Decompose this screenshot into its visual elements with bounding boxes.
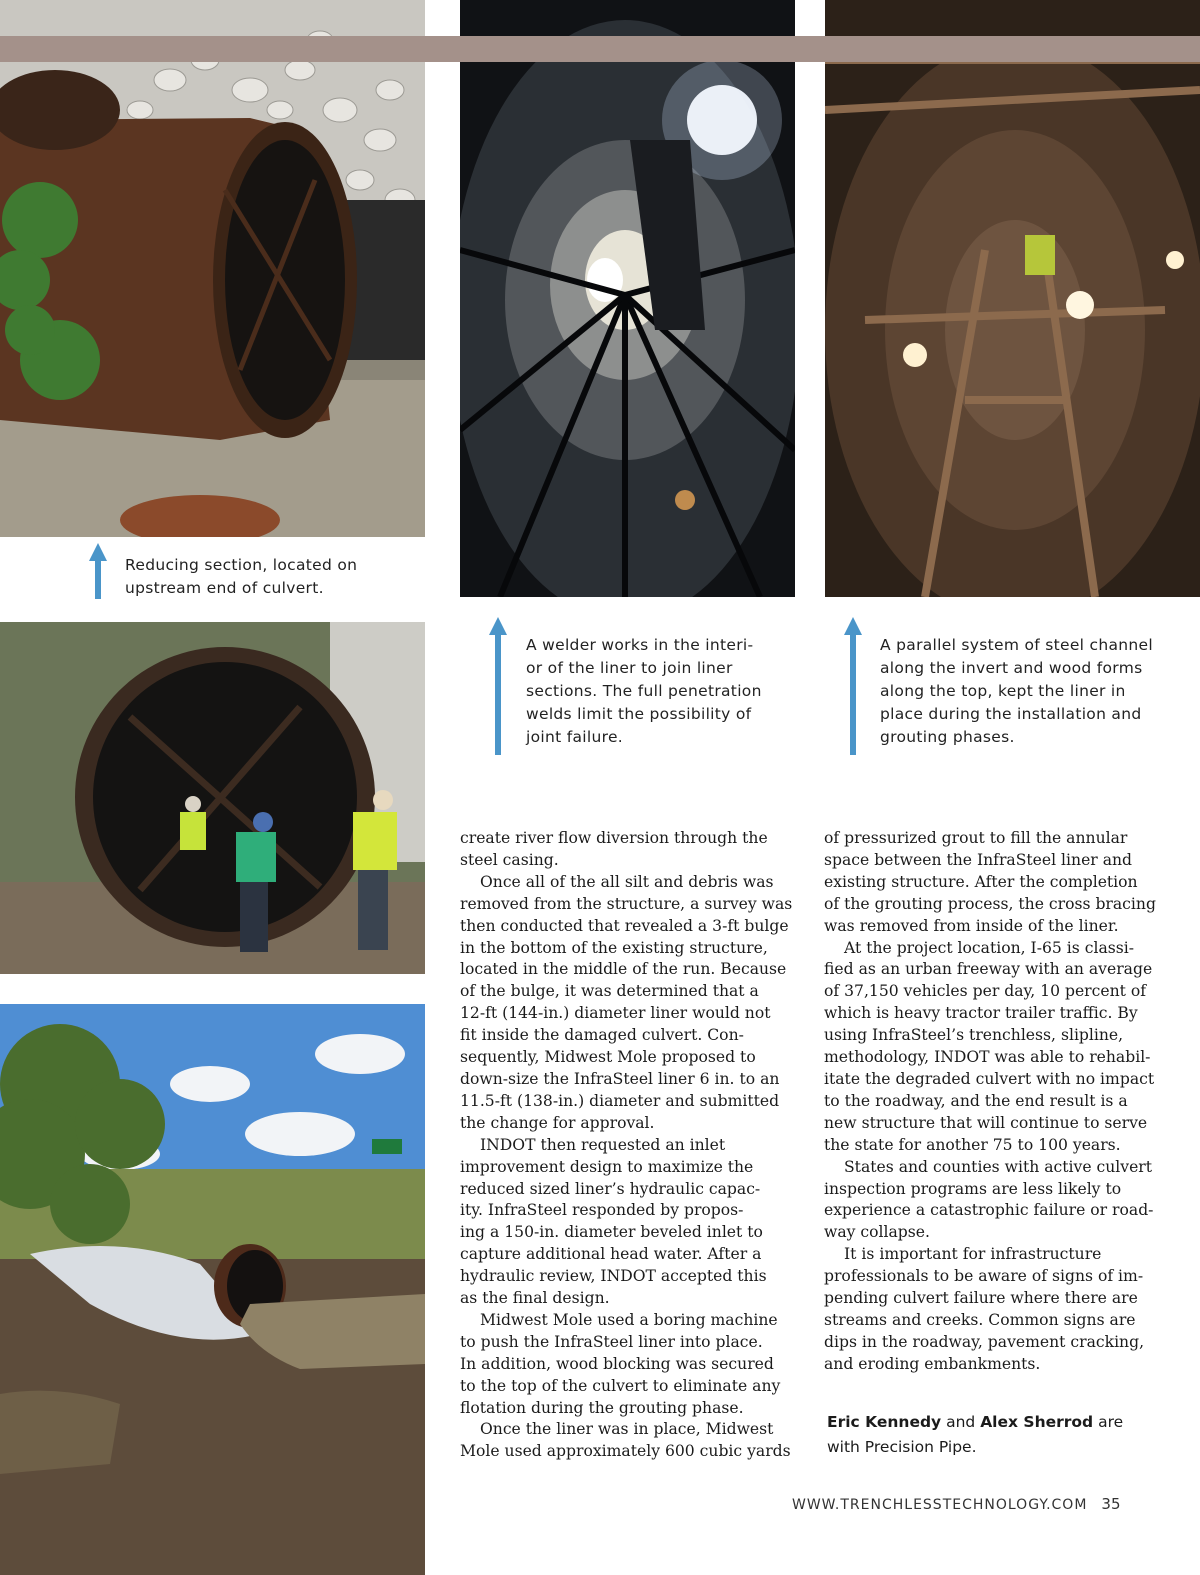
caption-line: along the top, kept the liner in bbox=[880, 682, 1126, 700]
caption-line: place during the installation and bbox=[880, 705, 1142, 723]
body-line: ity. InfraSteel responded by propos- bbox=[460, 1201, 744, 1220]
body-line: existing structure. After the completion bbox=[824, 872, 1138, 891]
caption-line: A welder works in the interi- bbox=[526, 636, 754, 654]
body-line: was removed from inside of the liner. bbox=[824, 916, 1119, 935]
body-line: as the final design. bbox=[460, 1289, 610, 1308]
article-column-center bbox=[460, 828, 800, 1463]
body-line: In addition, wood blocking was secured bbox=[460, 1354, 774, 1373]
body-line: the change for approval. bbox=[460, 1113, 655, 1132]
body-line: professionals to be aware of signs of im- bbox=[824, 1267, 1144, 1286]
body-line: experience a catastrophic failure or road- bbox=[824, 1201, 1154, 1220]
body-line: to the roadway, and the end result is a bbox=[824, 1091, 1128, 1110]
caption-arrow-parallel bbox=[843, 617, 863, 755]
body-line: steel casing. bbox=[460, 850, 559, 869]
body-line: methodology, INDOT was able to rehabil- bbox=[824, 1048, 1151, 1067]
body-line: flotation during the grouting phase. bbox=[460, 1398, 744, 1417]
photo-crew-in-casing bbox=[0, 622, 425, 974]
body-line: ing a 150-in. diameter beveled inlet to bbox=[460, 1223, 763, 1242]
body-line: removed from the structure, a survey was bbox=[460, 894, 793, 913]
body-line: reduced sized liner’s hydraulic capac- bbox=[460, 1179, 761, 1198]
page-number: 35 bbox=[1101, 1495, 1121, 1513]
caption-line: sections. The full penetration bbox=[526, 682, 762, 700]
body-line: pending culvert failure where there are bbox=[824, 1289, 1138, 1308]
up-arrow-icon bbox=[89, 543, 107, 599]
decorative-band bbox=[0, 36, 1200, 62]
caption-line: welds limit the possibility of bbox=[526, 705, 752, 723]
caption-line: along the invert and wood forms bbox=[880, 659, 1143, 677]
byline-line-2: with Precision Pipe. bbox=[827, 1438, 977, 1456]
author-name: Eric Kennedy bbox=[827, 1413, 942, 1431]
body-line: hydraulic review, INDOT accepted this bbox=[460, 1267, 767, 1286]
body-line: States and counties with active culvert bbox=[844, 1157, 1153, 1176]
body-line: 12-ft (144-in.) diameter liner would not bbox=[460, 1004, 771, 1023]
body-line: dips in the roadway, pavement cracking, bbox=[824, 1332, 1145, 1351]
body-line: then conducted that revealed a 3-ft bulge bbox=[460, 916, 789, 935]
body-line: to push the InfraSteel liner into place. bbox=[460, 1332, 763, 1351]
body-line: in the bottom of the existing structure, bbox=[460, 938, 768, 957]
body-line: the state for another 75 to 100 years. bbox=[824, 1135, 1121, 1154]
caption-parallel-system bbox=[880, 634, 1180, 749]
caption-line: upstream end of culvert. bbox=[125, 579, 324, 597]
body-line: using InfraSteel’s trenchless, slipline, bbox=[824, 1026, 1124, 1045]
caption-line: A parallel system of steel channel bbox=[880, 636, 1153, 654]
body-line: INDOT then requested an inlet bbox=[480, 1135, 726, 1154]
caption-arrow-reducing bbox=[88, 543, 108, 599]
body-line: and eroding embankments. bbox=[824, 1354, 1041, 1373]
article-column-right bbox=[824, 828, 1174, 1376]
body-line: Once the liner was in place, Midwest bbox=[480, 1420, 774, 1439]
body-line: space between the InfraSteel liner and bbox=[824, 850, 1133, 869]
body-line: of pressurized grout to fill the annular bbox=[824, 829, 1128, 847]
caption-arrow-welder bbox=[488, 617, 508, 755]
body-line: create river flow diversion through the bbox=[460, 829, 768, 847]
caption-line: joint failure. bbox=[526, 728, 624, 746]
author-byline bbox=[827, 1410, 1167, 1460]
body-line: streams and creeks. Common signs are bbox=[824, 1310, 1136, 1329]
footer-url[interactable]: WWW.TRENCHLESSTECHNOLOGY.COM bbox=[792, 1497, 1088, 1513]
body-line: of the grouting process, the cross bracing bbox=[824, 894, 1156, 913]
body-line: It is important for infrastructure bbox=[844, 1245, 1102, 1264]
body-line: new structure that will continue to serve bbox=[824, 1113, 1148, 1132]
up-arrow-icon bbox=[489, 617, 507, 755]
body-line: way collapse. bbox=[824, 1223, 930, 1242]
body-line: inspection programs are less likely to bbox=[824, 1179, 1122, 1198]
body-line: to the top of the culvert to eliminate any bbox=[460, 1376, 781, 1395]
body-line: which is heavy tractor trailer traffic. By bbox=[824, 1004, 1138, 1023]
page-footer bbox=[792, 1495, 1121, 1513]
body-line: of 37,150 vehicles per day, 10 percent of bbox=[824, 982, 1147, 1001]
body-line: down-size the InfraSteel liner 6 in. to an bbox=[460, 1069, 780, 1088]
body-line: fit inside the damaged culvert. Con- bbox=[460, 1026, 744, 1045]
body-line: sequently, Midwest Mole proposed to bbox=[460, 1048, 756, 1067]
up-arrow-icon bbox=[844, 617, 862, 755]
body-line: capture additional head water. After a bbox=[460, 1245, 762, 1264]
caption-line: or of the liner to join liner bbox=[526, 659, 733, 677]
photo-welder-inside-liner bbox=[460, 0, 795, 597]
byline-text: are bbox=[1093, 1413, 1124, 1431]
photo-inlet-outlet bbox=[0, 1004, 425, 1575]
body-line: of the bulge, it was determined that a bbox=[460, 982, 759, 1001]
caption-reducing-section bbox=[125, 554, 415, 600]
body-line: At the project location, I-65 is classi- bbox=[844, 938, 1135, 957]
photo-forms-and-channel bbox=[825, 0, 1200, 597]
caption-line: grouting phases. bbox=[880, 728, 1015, 746]
body-line: 11.5-ft (138-in.) diameter and submitted bbox=[460, 1091, 780, 1110]
author-name: Alex Sherrod bbox=[980, 1413, 1094, 1431]
body-line: itate the degraded culvert with no impact bbox=[824, 1069, 1155, 1088]
body-line: fied as an urban freeway with an average bbox=[824, 960, 1153, 979]
body-line: Midwest Mole used a boring machine bbox=[480, 1310, 778, 1329]
caption-line: Reducing section, located on bbox=[125, 556, 358, 574]
body-line: located in the middle of the run. Because bbox=[460, 960, 787, 979]
body-line: Mole used approximately 600 cubic yards bbox=[460, 1442, 791, 1461]
byline-line-1 bbox=[827, 1410, 1167, 1435]
caption-welder bbox=[526, 634, 791, 749]
body-line: Once all of the all silt and debris was bbox=[480, 872, 774, 891]
photo-reducing-section bbox=[0, 0, 425, 537]
byline-text: and bbox=[941, 1413, 981, 1431]
body-line: improvement design to maximize the bbox=[460, 1157, 754, 1176]
